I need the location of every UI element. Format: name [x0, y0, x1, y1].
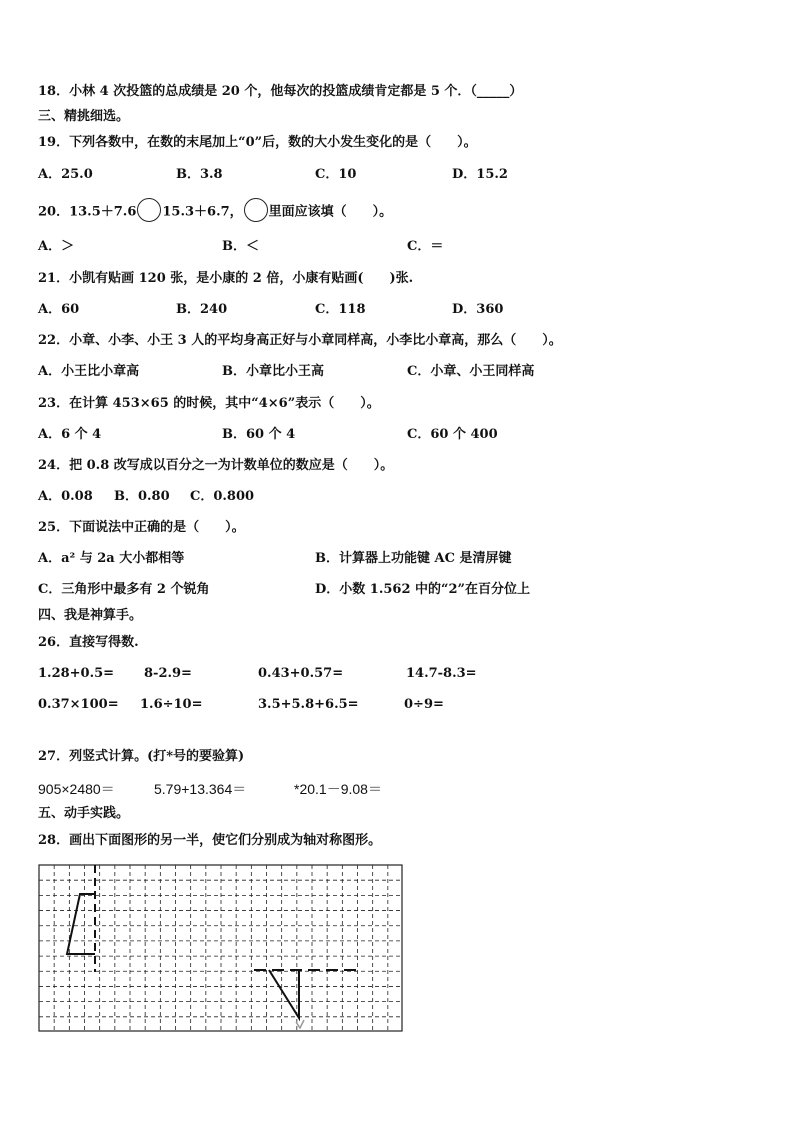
blank-circle [244, 198, 268, 222]
q21-option-d: D．360 [452, 302, 504, 317]
grid-border [39, 865, 402, 1031]
question-28-stem: 28．画出下面图形的另一半，使它们分别成为轴对称图形。 [38, 833, 382, 848]
q25-option-c: C．三角形中最多有 2 个锐角 [38, 582, 210, 597]
q19-option-d: D．15.2 [452, 167, 508, 182]
q23-option-c: C．60 个 400 [407, 427, 498, 442]
q19-option-a: A．25.0 [38, 167, 93, 182]
q25-option-b: B．计算器上功能键 AC 是清屏键 [315, 551, 512, 566]
q24-option-b: B．0.80 [114, 489, 170, 504]
question-19-stem: 19．下列各数中，在数的末尾加上“0”后，数的大小发生变化的是（ ）。 [38, 135, 477, 150]
question-26-stem: 26．直接写得数. [38, 635, 139, 650]
section-5-heading: 五、动手实践。 [38, 806, 130, 821]
q19-option-c: C．10 [315, 167, 357, 182]
q26-item: 1.6÷10= [140, 697, 203, 712]
q26-item: 14.7-8.3= [406, 666, 477, 681]
q20-instruction: 里面应该填（ ）。 [268, 204, 393, 220]
q27-item: *20.1－9.08＝ [294, 781, 382, 797]
grid-lines [39, 865, 402, 1031]
q19-option-b: B．3.8 [176, 167, 223, 182]
q26-item: 8-2.9= [144, 666, 192, 681]
triangle-half-shape [269, 970, 299, 1018]
q25-option-a: A．a² 与 2a 大小都相等 [38, 551, 185, 566]
q27-item: 5.79+13.364＝ [154, 781, 247, 797]
q20-expression-right: 15.3＋6.7， [162, 204, 243, 220]
q21-option-b: B．240 [176, 302, 228, 317]
q26-item: 0.43+0.57= [258, 666, 344, 681]
q25-option-d: D．小数 1.562 中的“2”在百分位上 [315, 582, 531, 597]
q24-option-c: C．0.800 [190, 489, 255, 504]
q23-option-b: B．60 个 4 [222, 427, 296, 442]
symmetry-grid [38, 864, 404, 1034]
question-24-stem: 24．把 0.8 改写成以百分之一为计数单位的数应是（ ）。 [38, 458, 394, 473]
trapezoid-half-shape [67, 894, 95, 954]
blank-circle [137, 198, 161, 222]
q27-item: 905×2480＝ [38, 781, 115, 797]
section-3-heading: 三、精挑细选。 [38, 109, 130, 124]
q26-item: 1.28+0.5= [38, 666, 115, 681]
q26-item: 3.5+5.8+6.5= [258, 697, 359, 712]
q20-option-a: A．＞ [38, 239, 75, 254]
q21-option-a: A．60 [38, 302, 80, 317]
q21-option-c: C．118 [315, 302, 366, 317]
q20-option-c: C．＝ [407, 239, 444, 254]
q26-item: 0÷9= [404, 697, 444, 712]
q26-item: 0.37×100= [38, 697, 119, 712]
question-20-stem [38, 202, 392, 222]
question-23-stem: 23．在计算 453×65 的时候，其中“4×6”表示（ ）。 [38, 396, 380, 411]
q24-option-a: A．0.08 [38, 489, 93, 504]
question-18: 18．小林 4 次投篮的总成绩是 20 个，他每次的投篮成绩肯定都是 5 个．（_____） [38, 84, 523, 99]
question-22-stem: 22．小章、小李、小王 3 人的平均身高正好与小章同样高，小李比小章高，那么（ ）。 [38, 333, 562, 348]
q22-option-c: C．小章、小王同样高 [407, 364, 535, 379]
question-27-stem: 27．列竖式计算。(打*号的要验算) [38, 749, 245, 764]
q22-option-b: B．小章比小王高 [222, 364, 324, 379]
q22-option-a: A．小王比小章高 [38, 364, 140, 379]
question-25-stem: 25．下面说法中正确的是（ ）。 [38, 520, 245, 535]
question-21-stem: 21．小凯有贴画 120 张，是小康的 2 倍，小康有贴画( )张. [38, 271, 414, 286]
q20-option-b: B．＜ [222, 239, 259, 254]
section-4-heading: 四、我是神算手。 [38, 608, 143, 623]
q20-expression-left: 20．13.5＋7.6 [38, 204, 137, 220]
q23-option-a: A．6 个 4 [38, 427, 102, 442]
